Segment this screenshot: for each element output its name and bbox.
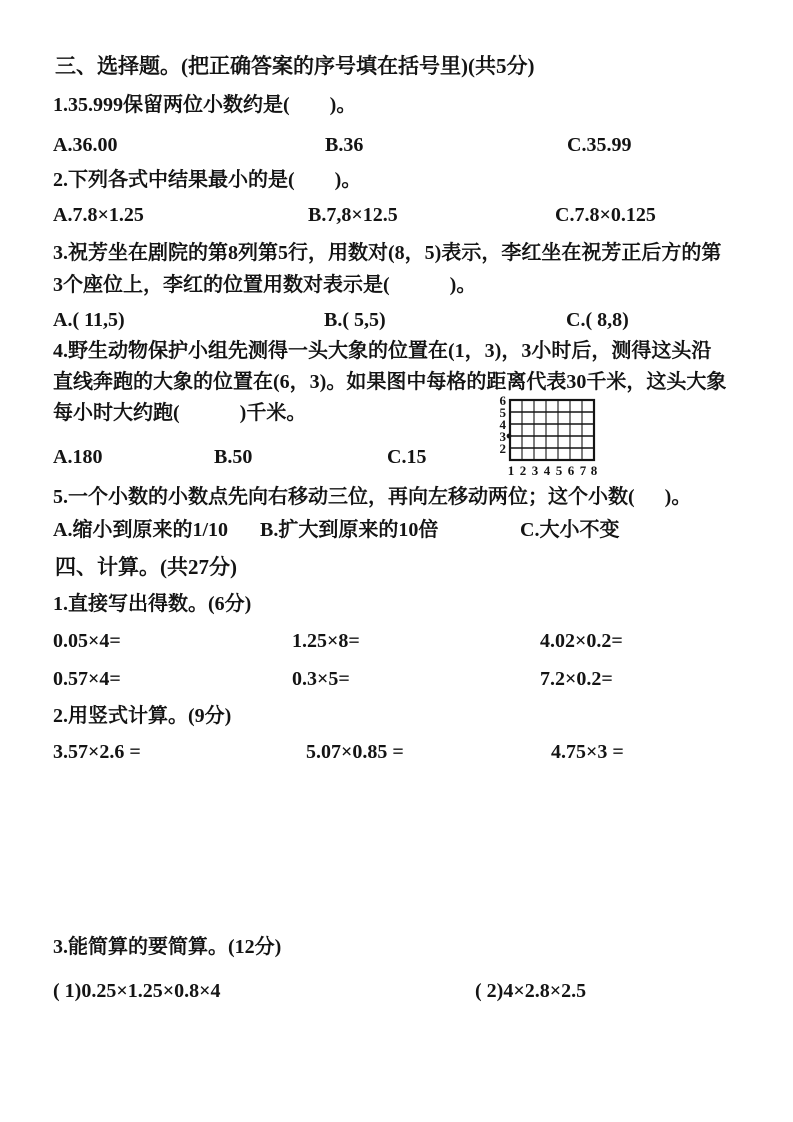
question-2-option-c: C.7.8×0.125 xyxy=(555,204,656,226)
question-4-option-c: C.15 xyxy=(387,446,427,468)
question-2-option-a: A.7.8×1.25 xyxy=(53,204,144,226)
question-4-text-line3: 每小时大约跑( )千米。 xyxy=(53,402,307,424)
grid-y-label: 6 xyxy=(499,394,506,408)
calc-3-row-item2: ( 2)4×2.8×2.5 xyxy=(475,980,587,1002)
question-4-option-b: B.50 xyxy=(214,446,253,468)
grid-point-marker xyxy=(507,434,512,439)
grid-x-label: 1 xyxy=(507,463,515,478)
question-3-option-c: C.( 8,8) xyxy=(566,309,629,331)
section-4-title: 四、计算。(共27分) xyxy=(55,555,237,579)
section-3-title: 三、选择题。(把正确答案的序号填在括号里)(共5分) xyxy=(55,54,535,78)
question-4-option-a: A.180 xyxy=(53,446,103,468)
question-3-option-a: A.( 11,5) xyxy=(53,309,125,331)
question-5-option-a: A.缩小到原来的1/10 xyxy=(53,519,228,541)
question-2-option-b: B.7,8×12.5 xyxy=(308,204,398,226)
calc-2-row-item3: 4.75×3 = xyxy=(551,741,624,763)
question-3-text-line2: 3个座位上，李红的位置用数对表示是( )。 xyxy=(53,274,477,296)
grid-x-label: 2 xyxy=(519,463,527,478)
question-4-text-line1: 4.野生动物保护小组先测得一头大象的位置在(1，3)，3小时后，测得这头沿 xyxy=(53,340,712,362)
question-5-option-c: C.大小不变 xyxy=(520,519,620,541)
question-4-text-line2: 直线奔跑的大象的位置在(6，3)。如果图中每格的距离代表30千米，这头大象 xyxy=(53,371,727,393)
grid-x-label: 6 xyxy=(567,463,575,478)
grid-y-label: 3 xyxy=(499,429,506,444)
question-5-text: 5.一个小数的小数点先向右移动三位，再向左移动两位；这个小数( )。 xyxy=(53,486,692,508)
question-3-text-line1: 3.祝芳坐在剧院的第8列第5行，用数对(8，5)表示，李红坐在祝芳正后方的第 xyxy=(53,242,722,264)
calc-1-title: 1.直接写出得数。(6分) xyxy=(53,593,252,615)
calc-2-row-item2: 5.07×0.85 = xyxy=(306,741,404,763)
coordinate-grid-figure xyxy=(492,394,606,482)
grid-y-label: 4 xyxy=(499,417,506,432)
calc-3-title: 3.能简算的要简算。(12分) xyxy=(53,936,282,958)
grid-y-label: 2 xyxy=(499,441,506,456)
question-1-text: 1.35.999保留两位小数约是( )。 xyxy=(53,94,357,116)
grid-x-label: 5 xyxy=(555,463,563,478)
question-1-option-a: A.36.00 xyxy=(53,134,118,156)
grid-x-label: 3 xyxy=(531,463,539,478)
calc-1-row1-item2: 1.25×8= xyxy=(292,630,360,652)
question-5-option-b: B.扩大到原来的10倍 xyxy=(260,519,439,541)
grid-x-label: 8 xyxy=(590,463,598,478)
calc-1-row2-item1: 0.57×4= xyxy=(53,668,121,690)
question-1-option-c: C.35.99 xyxy=(567,134,632,156)
calc-1-row2-item3: 7.2×0.2= xyxy=(540,668,613,690)
calc-2-title: 2.用竖式计算。(9分) xyxy=(53,705,232,727)
calc-1-row1-item3: 4.02×0.2= xyxy=(540,630,623,652)
calc-1-row1-item1: 0.05×4= xyxy=(53,630,121,652)
grid-x-label: 7 xyxy=(579,463,587,478)
calc-2-row-item1: 3.57×2.6 = xyxy=(53,741,141,763)
grid-x-label: 4 xyxy=(543,463,551,478)
calc-1-row2-item2: 0.3×5= xyxy=(292,668,350,690)
grid-y-label: 5 xyxy=(499,405,506,420)
calc-3-row-item1: ( 1)0.25×1.25×0.8×4 xyxy=(53,980,221,1002)
question-2-text: 2.下列各式中结果最小的是( )。 xyxy=(53,169,362,191)
question-1-option-b: B.36 xyxy=(325,134,364,156)
question-3-option-b: B.( 5,5) xyxy=(324,309,386,331)
